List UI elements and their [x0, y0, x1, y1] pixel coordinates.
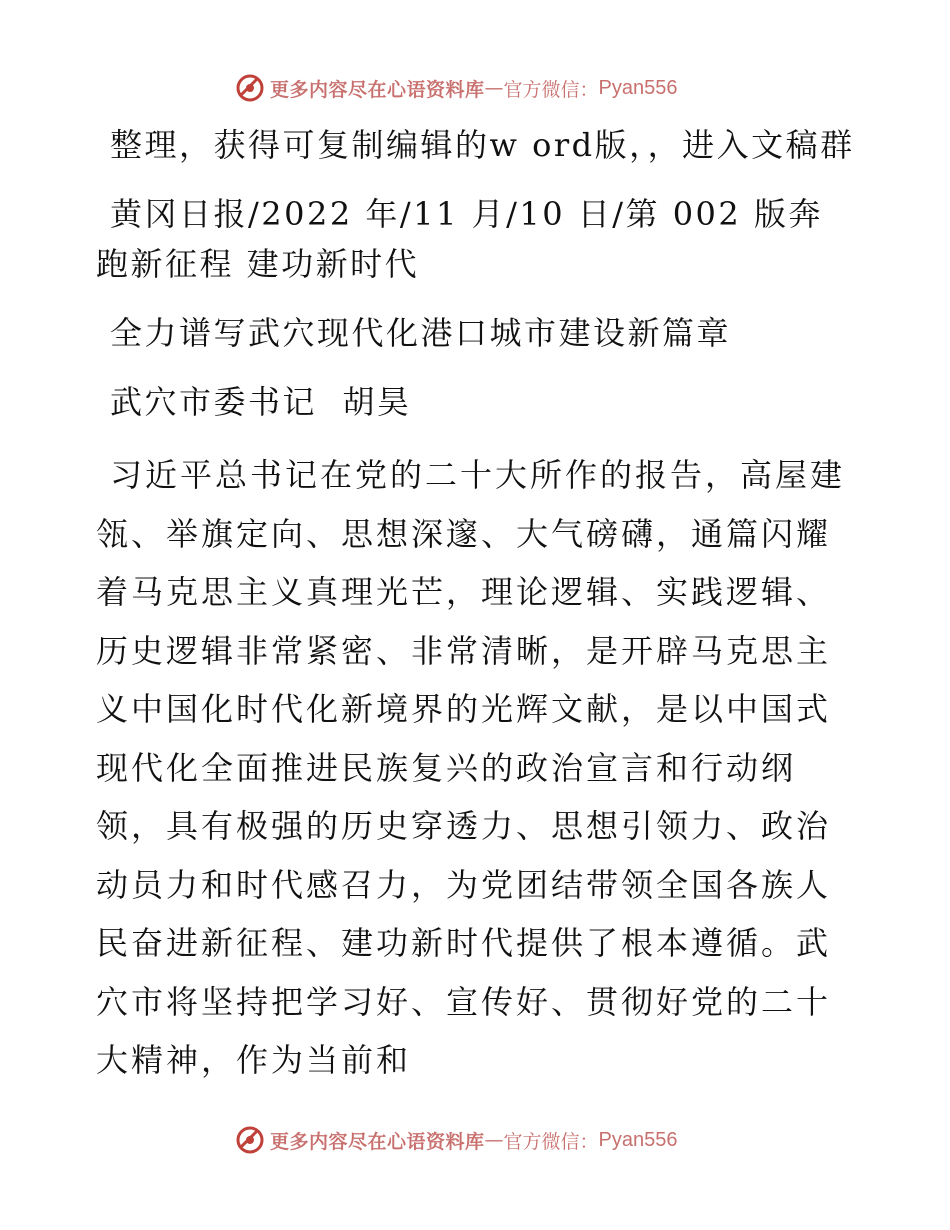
watermark-wechat-label: 官方微信： [503, 1130, 599, 1153]
footer-watermark [234, 1124, 678, 1156]
article-body: 习近平总书记在党的二十大所作的报告，高屋建瓴、举旗定向、思想深邃、大气磅礴，通篇闪耀着马克思主义真理光芒，理论逻辑、实践逻辑、历史逻辑非常紧密、非常清晰，是开辟马克思主义中国化时代化新境界的光辉文献，是以中国式现代化全面推进民族复兴的政治宣言和行动纲领，具有极强的历史穿透力、思想引领力、政治动员力和时代感召力，为党团结带领全国各族人民奋进新征程、建功新时代提供了根本遵循。武穴市将坚持把学习好、宣传好、贯彻好党的二十大精神，作为当前和 [96, 456, 846, 1079]
article-byline: 武穴市委书记 胡昊 [110, 383, 412, 421]
intro-paragraph: 整理，获得可复制编辑的w ord版，，进入文稿群 [110, 126, 855, 164]
watermark-separator: — [484, 77, 504, 99]
source-line: 黄冈日报/2022 年/11 月/10 日/第 002 版奔跑新征程 建功新时代 [96, 195, 823, 283]
red-ring-logo-icon [234, 1124, 266, 1156]
watermark-site-text: 更多内容尽在心语资料库 [270, 1130, 485, 1153]
watermark-wechat-label: 官方微信： [503, 78, 599, 101]
red-ring-logo-icon [234, 72, 266, 104]
header-watermark [234, 72, 678, 104]
document-content [96, 120, 856, 1109]
watermark-wechat-id: Pyan556 [598, 1128, 678, 1151]
watermark-site-text: 更多内容尽在心语资料库 [270, 78, 485, 101]
watermark-wechat-id: Pyan556 [598, 76, 678, 99]
watermark-separator: — [484, 1129, 504, 1151]
article-headline: 全力谱写武穴现代化港口城市建设新篇章 [110, 314, 732, 352]
